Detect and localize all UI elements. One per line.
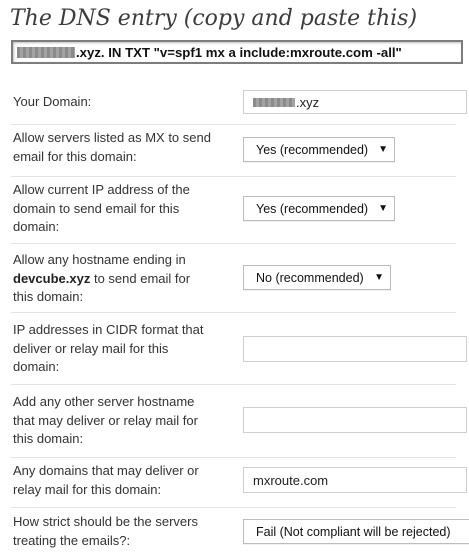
chevron-down-icon: ▼	[378, 203, 388, 214]
dns-record-text: .xyz. IN TXT "v=spf1 mx a include:mxroute.com -all"	[76, 44, 402, 60]
allow-ip-select[interactable]	[243, 196, 395, 221]
strictness-select[interactable]	[243, 519, 469, 544]
other-hostname-label: Add any other server hostname that may deliver or relay mail for this domain:	[13, 394, 198, 446]
cidr-label: IP addresses in CIDR format that deliver or relay mail for this domain:	[13, 322, 204, 374]
allow-ip-selected-value: Yes (recommended)	[256, 201, 369, 216]
hostname-domain: devcube.xyz	[13, 270, 91, 286]
page-title: The DNS entry (copy and paste this)	[10, 6, 418, 31]
row-other-hostname	[11, 384, 456, 458]
domains-input[interactable]: mxroute.com	[243, 467, 467, 493]
chevron-down-icon: ▼	[374, 272, 384, 283]
row-cidr	[11, 312, 456, 385]
other-hostname-input[interactable]	[243, 407, 467, 433]
strictness-selected-value: Fail (Not compliant will be rejected)	[256, 524, 451, 539]
cidr-input[interactable]	[243, 336, 467, 362]
dns-record-field[interactable]	[11, 40, 463, 64]
allow-mx-select[interactable]	[243, 137, 395, 162]
row-allow-mx	[11, 124, 456, 177]
row-your-domain	[11, 84, 456, 125]
domain-input-value: .xyz	[296, 94, 320, 110]
allow-hostname-selected-value: No (recommended)	[256, 270, 364, 285]
allow-mx-selected-value: Yes (recommended)	[256, 142, 369, 157]
row-domains	[11, 457, 456, 508]
strictness-label: How strict should be the servers treating the emails?:	[13, 514, 198, 548]
domains-label: Any domains that may deliver or relay mail for this domain:	[13, 463, 199, 497]
row-allow-hostname	[11, 243, 456, 313]
your-domain-label: Your Domain:	[13, 94, 92, 109]
chevron-down-icon: ▼	[378, 144, 388, 155]
domain-input[interactable]	[243, 90, 467, 114]
redacted-domain-prefix	[17, 47, 75, 58]
redacted-domain-name	[253, 98, 295, 107]
allow-hostname-select[interactable]	[243, 265, 391, 290]
allow-hostname-label: Allow any hostname ending in devcube.xyz to send email for this domain:	[13, 252, 191, 304]
allow-ip-label: Allow current IP address of the domain to send email for this domain:	[13, 182, 190, 234]
allow-mx-label: Allow servers listed as MX to send email for this domain:	[13, 130, 211, 164]
row-allow-ip	[11, 176, 456, 244]
row-strictness	[11, 507, 456, 553]
